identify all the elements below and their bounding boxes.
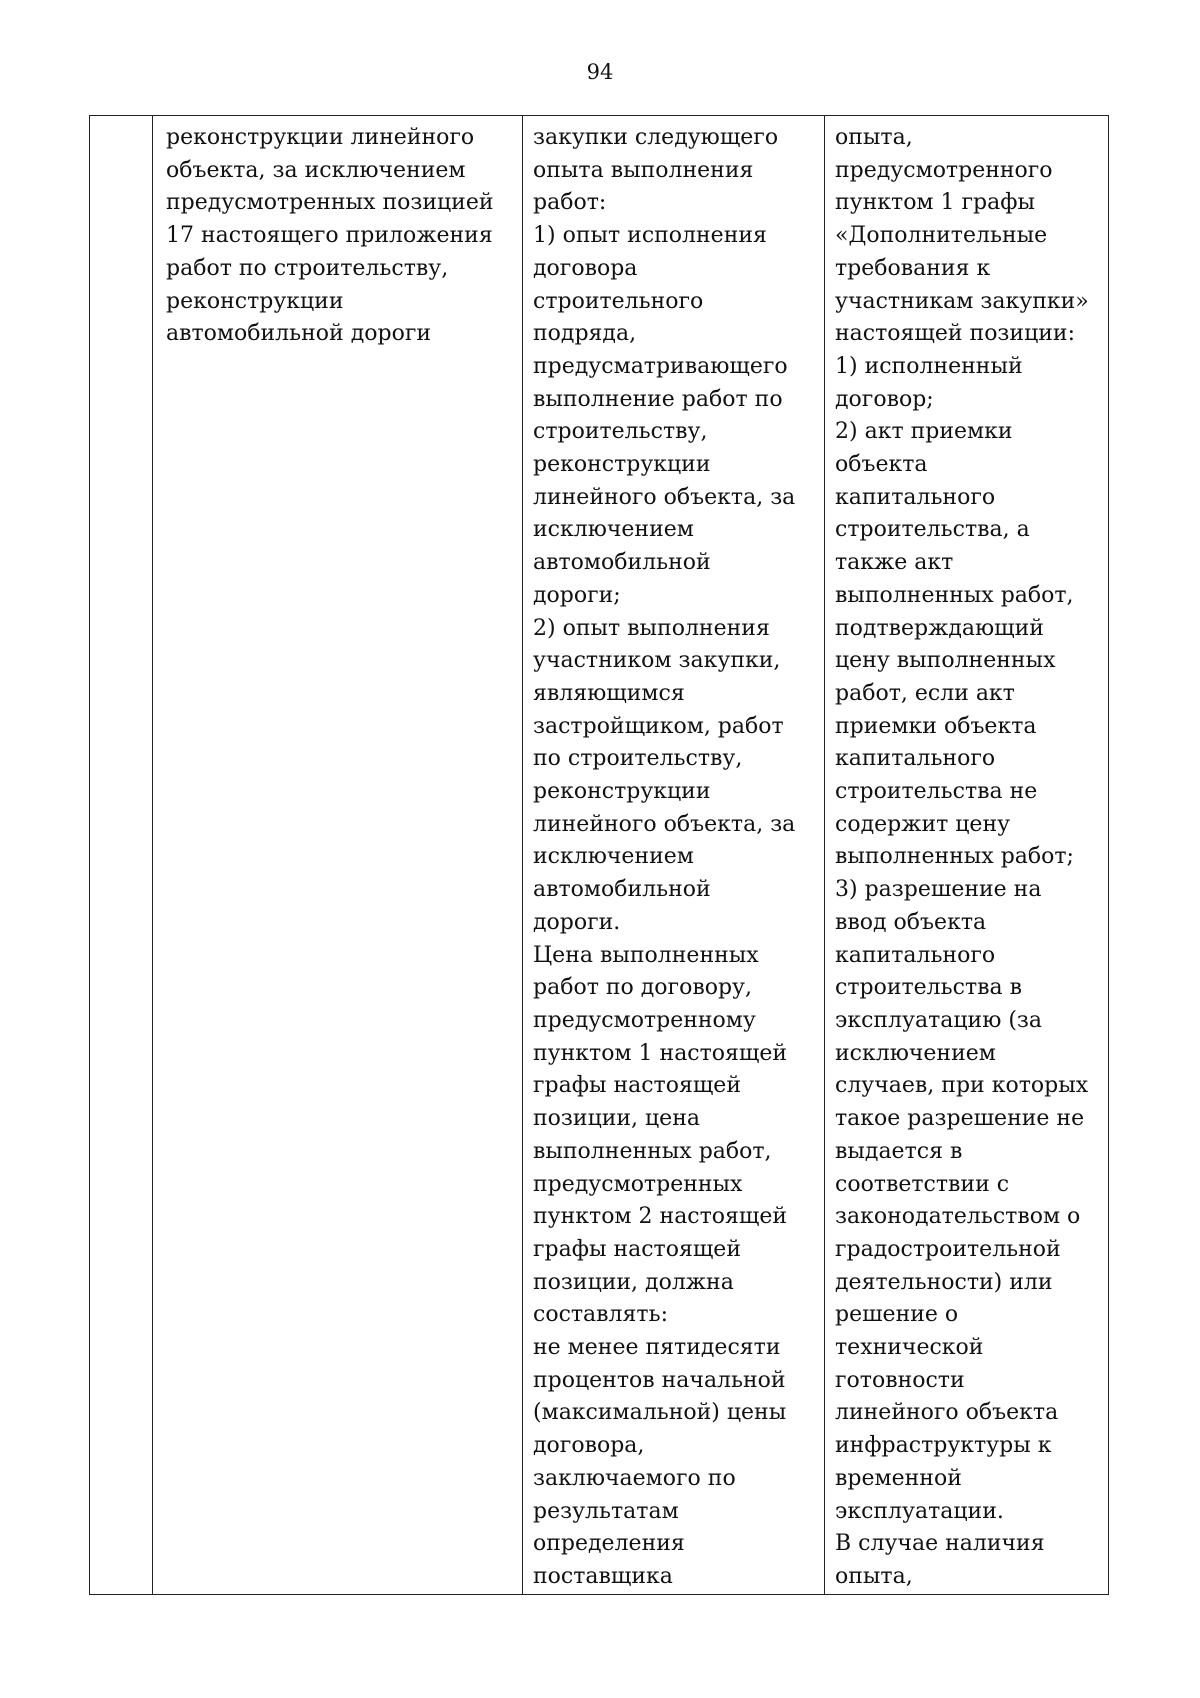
text-line: «Дополнительные xyxy=(835,223,1048,249)
table-cell-number xyxy=(90,116,153,1595)
text-line: не менее пятидесяти xyxy=(533,1335,781,1361)
text-line: подтверждающий xyxy=(835,615,1044,641)
text-line: являющимся xyxy=(533,680,685,706)
text-line: графы настоящей xyxy=(533,1236,741,1262)
text-line: решение о xyxy=(835,1302,959,1328)
text-line: позиции, цена xyxy=(533,1106,700,1132)
text-line: закупки следующего xyxy=(533,125,779,150)
text-line: исключением xyxy=(533,517,694,543)
text-line: капитального xyxy=(835,746,996,772)
text-line: выдается в xyxy=(835,1138,963,1164)
text-line: дороги. xyxy=(533,909,621,935)
text-line: соответствии с xyxy=(835,1171,1010,1197)
text-line: заключаемого по xyxy=(533,1465,736,1491)
text-line: выполненных работ, xyxy=(533,1138,772,1164)
text-line: опыта, xyxy=(835,125,913,150)
text-line: автомобильной xyxy=(533,550,711,576)
text-line: предусмотренного xyxy=(835,157,1053,183)
table-cell-confirming-documents xyxy=(825,116,1109,1595)
text-line: эксплуатацию (за xyxy=(835,1007,1043,1033)
text-line: составлять: xyxy=(533,1302,668,1328)
text-line: 2) опыт выполнения xyxy=(533,615,770,641)
text-line: автомобильной xyxy=(533,877,711,903)
text-line: дороги; xyxy=(533,582,621,608)
text-line: застройщиком, работ xyxy=(533,713,784,739)
text-line: по строительству, xyxy=(533,746,743,772)
text-line: строительства не xyxy=(835,779,1038,805)
text-line: В случае наличия xyxy=(835,1531,1045,1557)
text-line: цену выполненных xyxy=(835,648,1056,674)
table-cell-work-type xyxy=(153,116,523,1595)
text-line: подряда, xyxy=(533,321,637,347)
text-line: капитального xyxy=(835,484,996,510)
text-line: временной xyxy=(835,1465,962,1491)
text-line: такое разрешение не xyxy=(835,1106,1085,1132)
text-line: градостроительной xyxy=(835,1236,1061,1262)
text-line: реконструкции линейного xyxy=(166,125,475,150)
text-line: 1) исполненный xyxy=(835,353,1023,379)
text-line: выполнение работ по xyxy=(533,386,783,412)
text-line: линейного объекта, за xyxy=(533,484,796,510)
text-line: 17 настоящего приложения xyxy=(166,223,493,249)
table-row xyxy=(90,116,1109,1595)
text-line: 3) разрешение на xyxy=(835,877,1042,903)
text-line: приемки объекта xyxy=(835,713,1037,739)
text-line: эксплуатации. xyxy=(835,1498,1004,1524)
text-line: законодательством о xyxy=(835,1204,1081,1230)
text-line: случаев, при которых xyxy=(835,1073,1089,1099)
text-line: Цена выполненных xyxy=(533,942,759,968)
text-line: работ по строительству, xyxy=(166,255,449,281)
text-line: договора xyxy=(533,255,638,281)
requirements-table xyxy=(89,115,1109,1595)
text-line: (максимальной) цены xyxy=(533,1400,787,1426)
text-line: участникам закупки» xyxy=(835,288,1089,314)
text-line: реконструкции xyxy=(533,452,711,478)
text-line: процентов начальной xyxy=(533,1367,786,1393)
text-line: автомобильной дороги xyxy=(166,321,432,347)
text-line: позиции, должна xyxy=(533,1269,734,1295)
text-line: реконструкции xyxy=(533,779,711,805)
text-line: участником закупки, xyxy=(533,648,781,674)
text-line: строительству, xyxy=(533,419,708,445)
text-line: договор; xyxy=(835,386,934,412)
text-line: договора, xyxy=(533,1433,645,1459)
text-line: исключением xyxy=(533,844,694,870)
text-line: работ по договору, xyxy=(533,975,752,1001)
text-line: строительного xyxy=(533,288,704,314)
text-line: графы настоящей xyxy=(533,1073,741,1099)
text-line: предусмотренных xyxy=(533,1171,743,1197)
text-line: требования к xyxy=(835,255,991,281)
text-line: объекта xyxy=(835,452,928,478)
text-line: ввод объекта xyxy=(835,909,987,935)
text-line: поставщика xyxy=(533,1563,673,1589)
text-line: настоящей позиции: xyxy=(835,321,1075,347)
text-line: готовности xyxy=(835,1367,965,1393)
text-line: содержит цену xyxy=(835,811,1011,837)
page-number: 94 xyxy=(586,60,614,84)
text-line: строительства, а xyxy=(835,517,1030,543)
text-line: строительства в xyxy=(835,975,1022,1001)
text-line: линейного объекта xyxy=(835,1400,1059,1426)
table-cell-experience-requirements xyxy=(523,116,825,1595)
text-line: также акт xyxy=(835,550,954,576)
text-line: выполненных работ, xyxy=(835,582,1074,608)
text-line: результатам xyxy=(533,1498,679,1524)
text-line: предусматривающего xyxy=(533,353,788,379)
text-line: объекта, за исключением xyxy=(166,157,466,183)
text-line: предусмотренных позицией xyxy=(166,190,494,216)
text-line: 2) акт приемки xyxy=(835,419,1013,445)
text-line: капитального xyxy=(835,942,996,968)
text-line: 1) опыт исполнения xyxy=(533,223,767,249)
text-line: линейного объекта, за xyxy=(533,811,796,837)
text-line: технической xyxy=(835,1335,984,1361)
text-line: пунктом 1 настоящей xyxy=(533,1040,788,1066)
text-line: работ: xyxy=(533,190,607,216)
text-line: пунктом 2 настоящей xyxy=(533,1204,788,1230)
text-line: опыта, xyxy=(835,1563,913,1589)
text-line: исключением xyxy=(835,1040,996,1066)
text-line: работ, если акт xyxy=(835,680,1015,706)
text-line: предусмотренному xyxy=(533,1007,756,1033)
text-line: выполненных работ; xyxy=(835,844,1074,870)
text-line: пунктом 1 графы xyxy=(835,190,1035,216)
text-line: инфраструктуры к xyxy=(835,1433,1052,1459)
text-line: определения xyxy=(533,1531,685,1557)
text-line: реконструкции xyxy=(166,288,344,314)
text-line: деятельности) или xyxy=(835,1269,1053,1295)
text-line: опыта выполнения xyxy=(533,157,754,183)
